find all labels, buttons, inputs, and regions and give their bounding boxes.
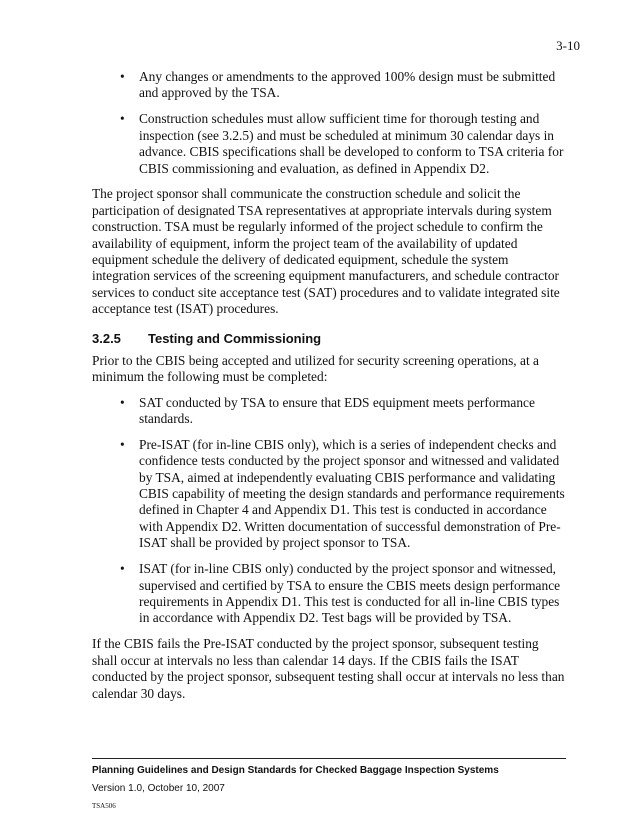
document-body [92, 69, 567, 711]
paragraph-failure: If the CBIS fails the Pre-ISAT conducted by the project sponsor, subsequent testing shall occur at intervals no less than calendar 14 days. If the CBIS fails the ISAT conducted by the project sponsor, subsequent testing shall occur at intervals no less than calendar 30 days. [92, 636, 565, 701]
paragraph-construction-schedule: The project sponsor shall communicate the construction schedule and solicit the participation of designated TSA representatives at appropriate intervals during system construction. TSA must be regularly informed of the project schedule to confirm the availability of equipment, inform the project team of the availability of updated equipment schedule the delivery of dedicated equipment, schedule the system integration services of the screening equipment manufacturers, and schedule contractor services to conduct site acceptance test (SAT) procedures and to validate integrated site acceptance test (ISAT) procedures. [92, 186, 560, 317]
testing-list [92, 395, 567, 627]
list-item: • ISAT (for in-line CBIS only) conducted by the project sponsor and witnessed, supervised and certified by TSA to ensure the CBIS meets design performance requirements in Appendix D1. This test is conducted for all in-line CBIS types in accordance with Appendix D2. Test bags will be provided by TSA. [119, 561, 567, 627]
list-item: • Construction schedules must allow sufficient time for thorough testing and inspection (see 3.2.5) and must be scheduled at minimum 30 calendar days in advance. CBIS specifications shall be developed to conform to TSA criteria for CBIS commissioning and evaluation, as defined in Appendix D2. [119, 111, 567, 177]
footer-document-code: TSA506 [92, 802, 116, 810]
list-item: • Pre-ISAT (for in-line CBIS only), which is a series of independent checks and confidence tests conducted by the project sponsor and witnessed and validated by TSA, aimed at independently evaluating CBIS performance and validating CBIS capability of meeting the design standards and performance requirements defined in Chapter 4 and Appendix D1. This test is conducted in accordance with Appendix D2. Written documentation of successful demonstration of Pre-ISAT shall be provided by project sponsor to TSA. [119, 437, 567, 552]
footer-title: Planning Guidelines and Design Standards for Checked Baggage Inspection Systems [92, 765, 499, 776]
section-number: 3.2.5 [92, 330, 121, 346]
footer-version: Version 1.0, October 10, 2007 [92, 783, 225, 794]
paragraph-intro: Prior to the CBIS being accepted and utilized for security screening operations, at a minimum the following must be completed: [92, 352, 539, 385]
requirements-list [92, 69, 567, 177]
list-item: • SAT conducted by TSA to ensure that EDS equipment meets performance standards. [119, 395, 567, 428]
footer-divider [92, 758, 566, 759]
list-item: • Any changes or amendments to the approved 100% design must be submitted and approved by the TSA. [119, 69, 567, 102]
page-number: 3-10 [556, 38, 580, 53]
section-title: Testing and Commissioning [148, 330, 322, 346]
section-heading [92, 331, 567, 347]
